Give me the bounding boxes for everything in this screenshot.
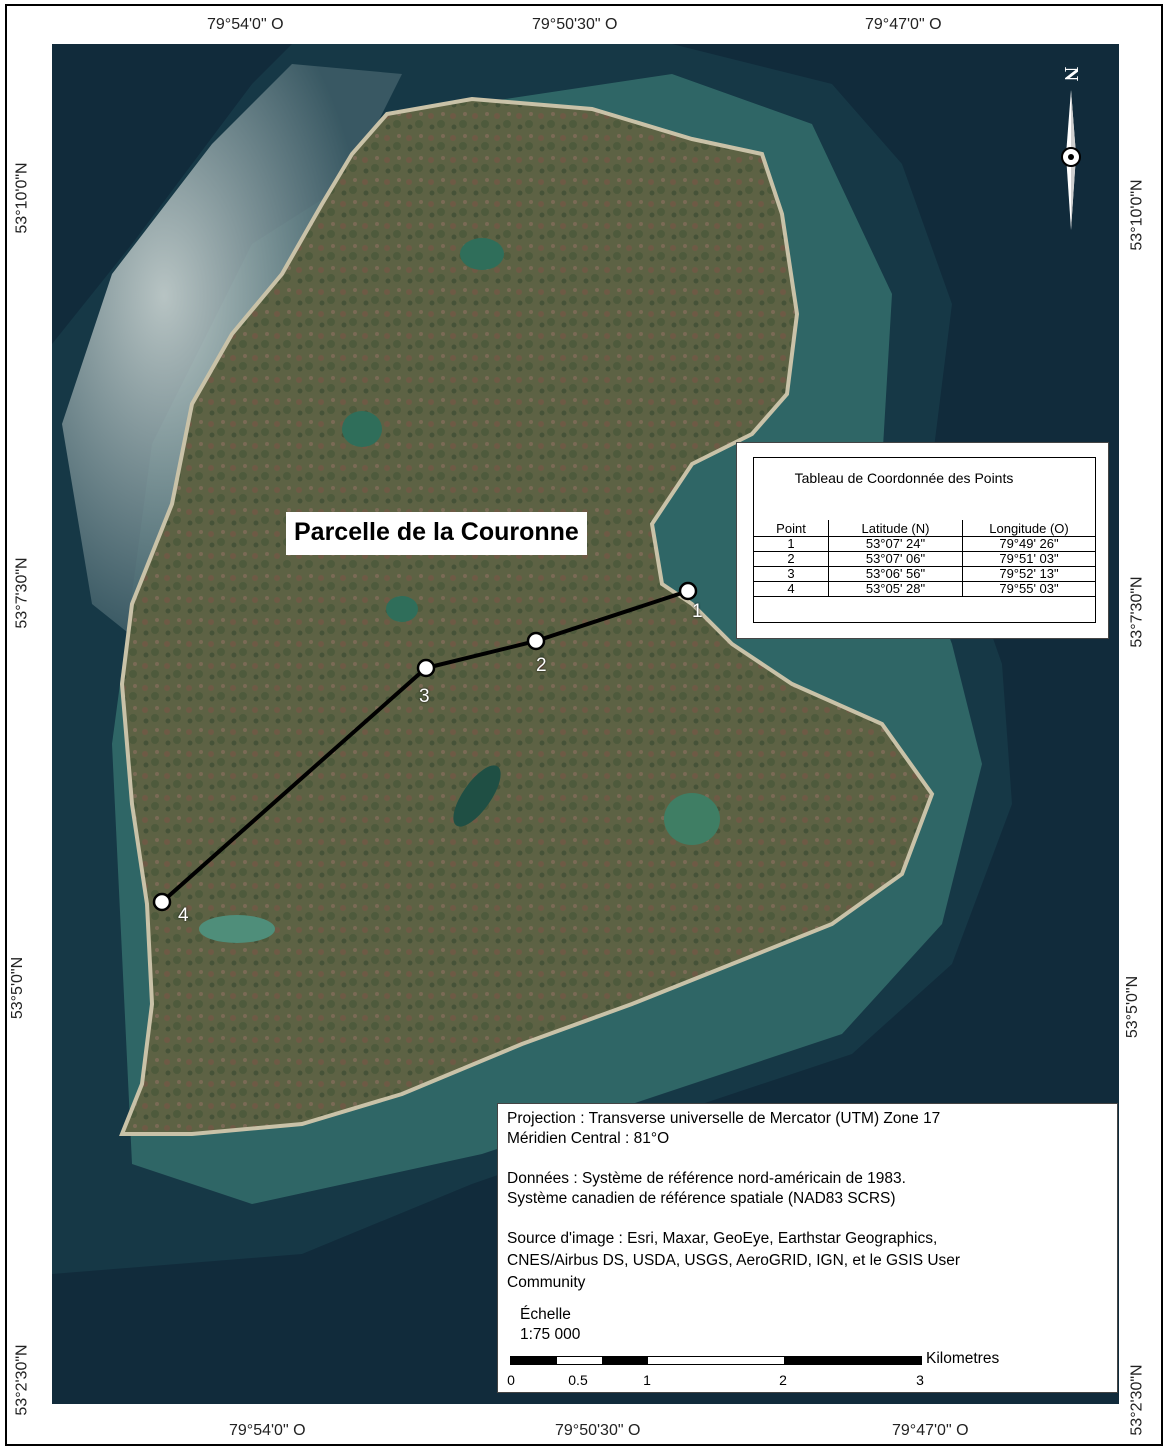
table-cell: 79°49' 26" [963, 537, 1096, 552]
source-text-3: Community [507, 1274, 586, 1291]
column-header: Point [754, 520, 829, 537]
top-longitude-label: 79°54'0" O [207, 16, 284, 33]
table-row [754, 582, 1095, 597]
point-label-2: 2 [536, 655, 547, 676]
scale-bar-tick: 1 [643, 1372, 651, 1388]
lake [664, 793, 720, 845]
bottom-longitude-label: 79°50'30" O [555, 1422, 641, 1439]
left-latitude-label: 53°2'30"N [13, 1344, 31, 1416]
scale-bar-tick: 3 [916, 1372, 924, 1388]
table-cell: 3 [754, 567, 829, 582]
table-cell: 79°55' 03" [963, 582, 1096, 597]
column-header: Longitude (O) [963, 520, 1096, 537]
coordinate-table [754, 520, 1095, 597]
point-marker-3[interactable] [418, 660, 434, 676]
table-header-row [754, 520, 1095, 537]
lake [386, 596, 418, 622]
right-latitude-label: 53°2'30"N [1128, 1364, 1146, 1436]
map-title: Parcelle de la Couronne [286, 512, 587, 555]
table-cell: 1 [754, 537, 829, 552]
source-text: Source d'image : Esri, Maxar, GeoEye, Earthstar Geographics, [507, 1230, 938, 1247]
left-latitude-label: 53°10'0"N [13, 162, 31, 234]
scale-bar-tick: 2 [779, 1372, 787, 1388]
scale-bar [510, 1356, 922, 1365]
scale-value: 1:75 000 [520, 1326, 581, 1343]
lake [342, 411, 382, 447]
projection-text: Projection : Transverse universelle de Mercator (UTM) Zone 17 [507, 1110, 941, 1127]
table-cell: 4 [754, 582, 829, 597]
datum-text: Données : Système de référence nord-américain de 1983. [507, 1170, 906, 1187]
north-arrow-icon [1050, 60, 1092, 240]
coordinate-table-frame [753, 457, 1096, 623]
right-latitude-label: 53°10'0"N [1128, 179, 1146, 251]
left-latitude-label: 53°7'30"N [13, 557, 31, 629]
datum-text-2: Système canadien de référence spatiale (NAD83 SCRS) [507, 1190, 896, 1207]
right-latitude-label: 53°7'30"N [1128, 576, 1146, 648]
scale-bar-tick: 0.5 [568, 1372, 588, 1388]
point-label-4: 4 [178, 905, 189, 926]
scale-bar-tick: 0 [507, 1372, 515, 1388]
bottom-longitude-label: 79°54'0" O [229, 1422, 306, 1439]
table-row [754, 552, 1095, 567]
lake [460, 238, 504, 270]
coordinate-table-title: Tableau de Coordonnée des Points [794, 470, 1014, 486]
coordinate-table-panel [736, 442, 1109, 639]
table-cell: 53°06' 56" [829, 567, 963, 582]
table-cell: 53°07' 06" [829, 552, 963, 567]
top-longitude-label: 79°50'30" O [532, 16, 618, 33]
point-label-3: 3 [419, 686, 430, 707]
table-cell: 79°51' 03" [963, 552, 1096, 567]
left-latitude-label: 53°5'0"N [9, 956, 27, 1020]
point-label-1: 1 [692, 601, 703, 622]
point-marker-2[interactable] [528, 633, 544, 649]
map-info-panel [497, 1103, 1118, 1393]
lake [199, 915, 275, 943]
scale-bar-unit: Kilometres [926, 1350, 1000, 1367]
table-row [754, 537, 1095, 552]
table-cell: 53°05' 28" [829, 582, 963, 597]
scale-label: Échelle [520, 1306, 571, 1323]
column-header: Latitude (N) [829, 520, 963, 537]
table-cell: 53°07' 24" [829, 537, 963, 552]
top-longitude-label: 79°47'0" O [865, 16, 942, 33]
table-row [754, 567, 1095, 582]
meridian-text: Méridien Central : 81°O [507, 1130, 670, 1147]
source-text-2: CNES/Airbus DS, USDA, USGS, AeroGRID, IGN, et le GSIS User [507, 1252, 961, 1269]
point-marker-4[interactable] [154, 894, 170, 910]
right-latitude-label: 53°5'0"N [1124, 975, 1142, 1039]
north-letter: N [1060, 66, 1082, 82]
table-cell: 79°52' 13" [963, 567, 1096, 582]
bottom-longitude-label: 79°47'0" O [892, 1422, 969, 1439]
point-marker-1[interactable] [680, 583, 696, 599]
table-cell: 2 [754, 552, 829, 567]
